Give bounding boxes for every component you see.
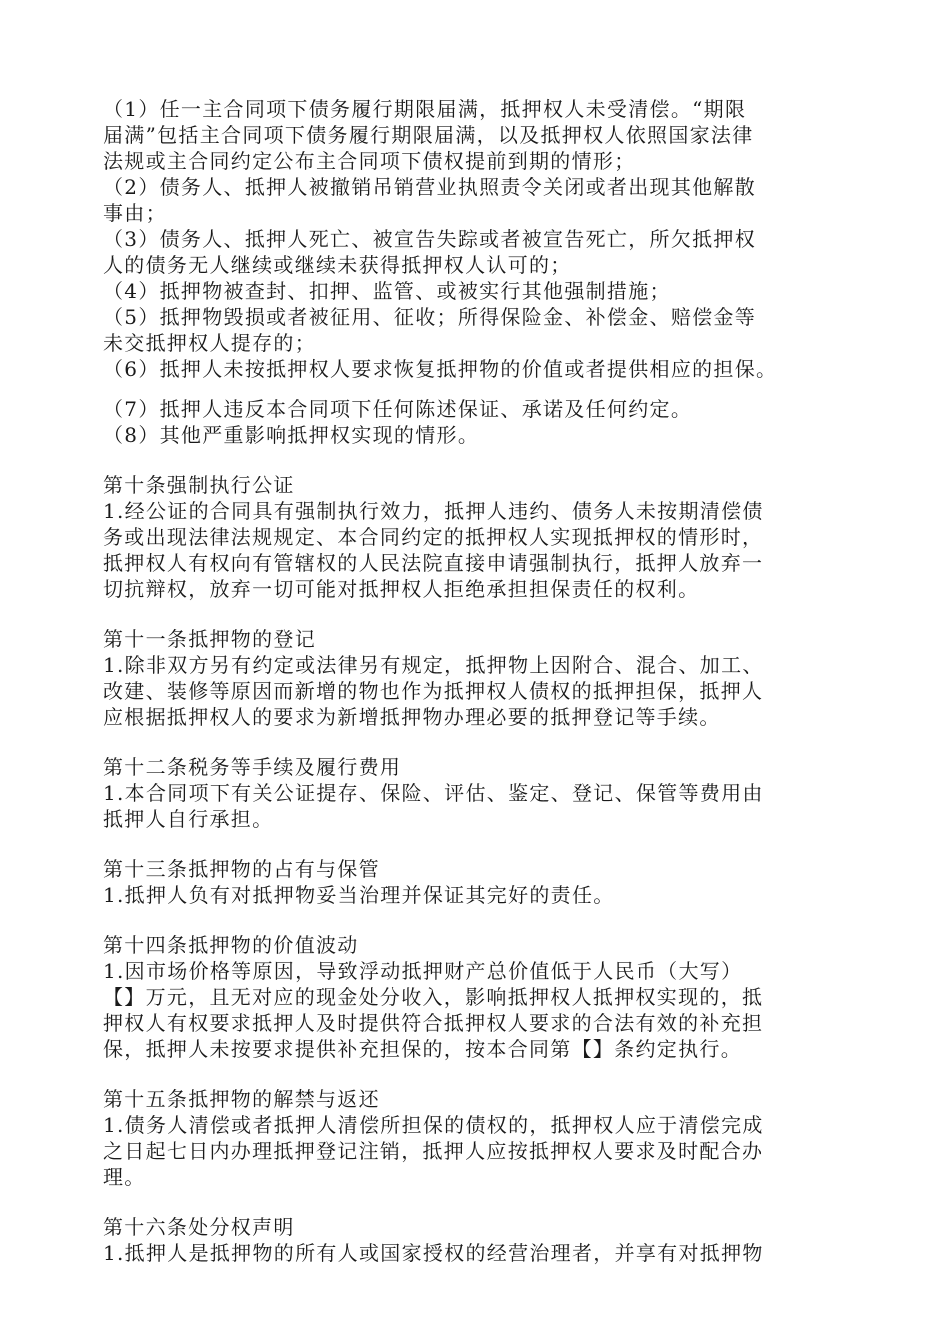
section-line: 保，抵押人未按要求提供补充担保的，按本合同第【】条约定执行。 [103,1037,742,1061]
document-page [103,96,863,1266]
section-line: 1.除非双方另有约定或法律另有规定，抵押物上因附合、混合、加工、 [103,653,764,677]
clause-line: （6）抵押人未按抵押权人要求恢复抵押物的价值或者提供相应的担保。 [103,357,778,381]
clause-line: （8）其他严重影响抵押权实现的情形。 [103,423,480,447]
clause-line: 未交抵押权人提存的； [103,331,316,355]
section-line: 理。 [103,1165,146,1189]
section-title: 第十三条抵押物的占有与保管 [103,857,380,881]
clause-line: （4）抵押物被查封、扣押、监管、或被实行其他强制措施； [103,279,671,303]
section-line: 切抗辩权，放弃一切可能对抵押权人拒绝承担担保责任的权利。 [103,577,700,601]
clause-line: （1）任一主合同项下债务履行期限届满，抵押权人未受清偿。“期限 [103,97,747,121]
section-line: 务或出现法律法规规定、本合同约定的抵押权人实现抵押权的情形时， [103,525,764,549]
section-11 [103,626,863,730]
section-line: 1.因市场价格等原因，导致浮动抵押财产总价值低于人民币（大写） [103,959,743,983]
clause-line: （2）债务人、抵押人被撤销吊销营业执照责令关闭或者出现其他解散 [103,175,757,199]
section-title: 第十一条抵押物的登记 [103,627,316,651]
section-title: 第十四条抵押物的价值波动 [103,933,359,957]
section-10 [103,472,863,602]
clause-line: （7）抵押人违反本合同项下任何陈述保证、承诺及任何约定。 [103,397,693,421]
section-line: 1.债务人清偿或者抵押人清偿所担保的债权的，抵押权人应于清偿完成 [103,1113,764,1137]
section-13 [103,856,863,908]
section-title: 第十条强制执行公证 [103,473,295,497]
section-line: 1.本合同项下有关公证提存、保险、评估、鉴定、登记、保管等费用由 [103,781,764,805]
section-12 [103,754,863,832]
clause-list-9b [103,396,863,448]
section-line: 应根据抵押权人的要求为新增抵押物办理必要的抵押登记等手续。 [103,705,721,729]
section-line: 抵押权人有权向有管辖权的人民法院直接申请强制执行，抵押人放弃一 [103,551,764,575]
section-title: 第十六条处分权声明 [103,1215,295,1239]
clause-line: 事由； [103,201,167,225]
section-line: 之日起七日内办理抵押登记注销，抵押人应按抵押权人要求及时配合办 [103,1139,764,1163]
section-title: 第十二条税务等手续及履行费用 [103,755,402,779]
section-line: 【】万元，且无对应的现金处分收入，影响抵押权人抵押权实现的，抵 [103,985,764,1009]
clause-line: （5）抵押物毁损或者被征用、征收；所得保险金、补偿金、赔偿金等 [103,305,757,329]
section-line: 1.经公证的合同具有强制执行效力，抵押人违约、债务人未按期清偿债 [103,499,764,523]
section-14 [103,932,863,1062]
section-line: 押权人有权要求抵押人及时提供符合抵押权人要求的合法有效的补充担 [103,1011,764,1035]
section-line: 1.抵押人负有对抵押物妥当治理并保证其完好的责任。 [103,883,615,907]
clause-line: 人的债务无人继续或继续未获得抵押权人认可的； [103,253,572,277]
clause-line: 法规或主合同约定公布主合同项下债权提前到期的情形； [103,149,636,173]
section-line: 1.抵押人是抵押物的所有人或国家授权的经营治理者，并享有对抵押物 [103,1241,764,1265]
clause-line: 届满”包括主合同项下债务履行期限届满，以及抵押权人依照国家法律 [103,123,754,147]
section-line: 抵押人自行承担。 [103,807,274,831]
section-16 [103,1214,863,1266]
section-title: 第十五条抵押物的解禁与返还 [103,1087,380,1111]
clause-list-9 [103,96,863,382]
section-15 [103,1086,863,1190]
clause-line: （3）债务人、抵押人死亡、被宣告失踪或者被宣告死亡，所欠抵押权 [103,227,757,251]
section-line: 改建、装修等原因而新增的物也作为抵押权人债权的抵押担保，抵押人 [103,679,764,703]
